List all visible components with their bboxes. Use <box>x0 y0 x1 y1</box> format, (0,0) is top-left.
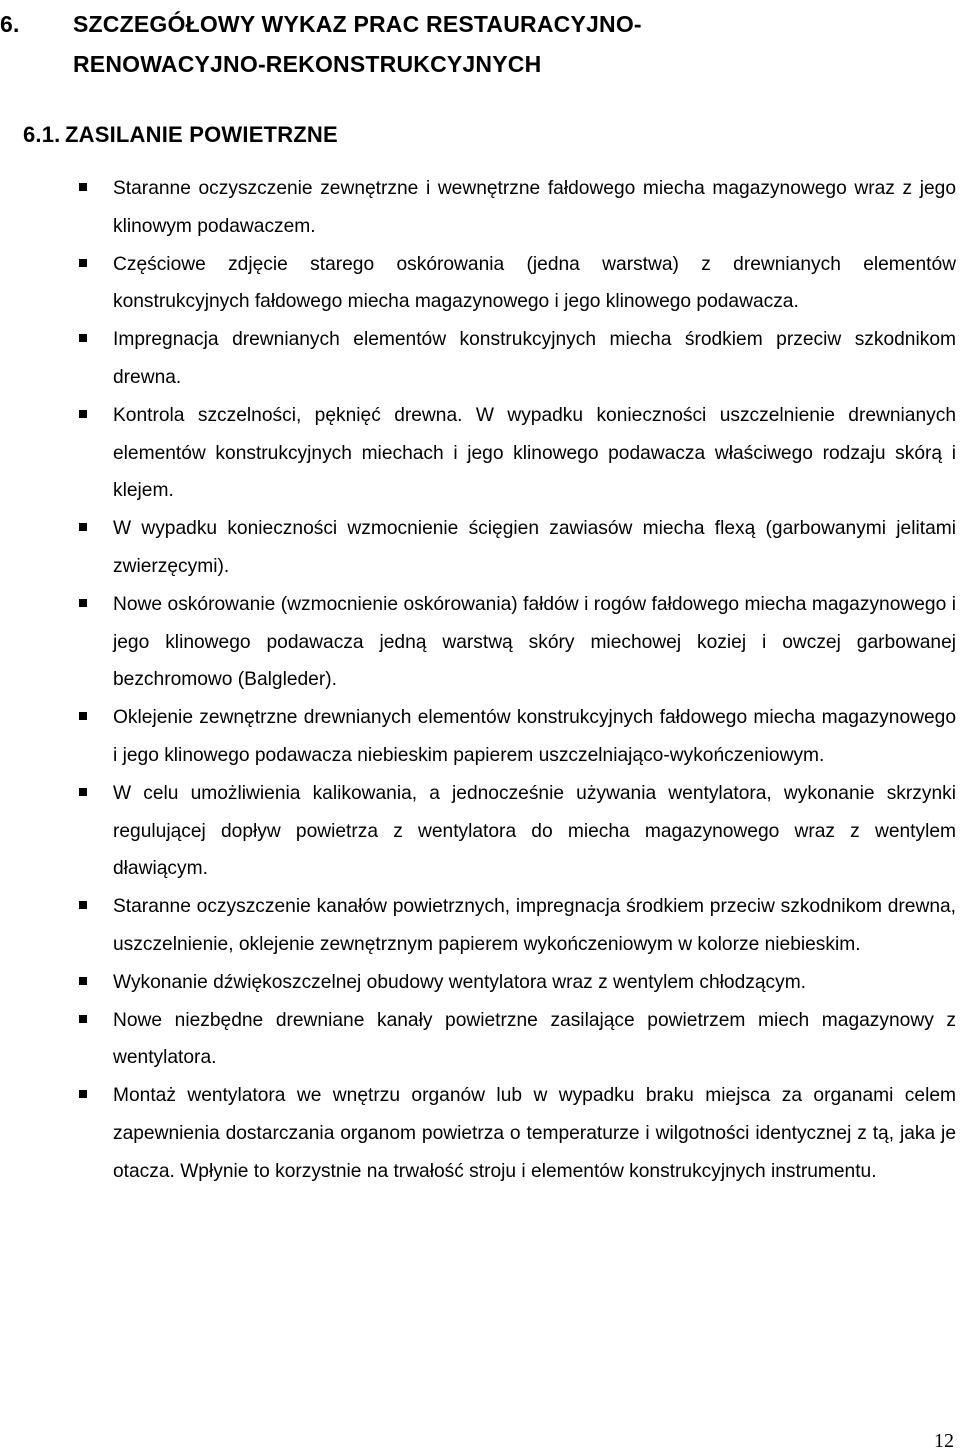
square-bullet-icon <box>79 334 87 342</box>
square-bullet-icon <box>79 523 87 531</box>
list-item-text: Staranne oczyszczenie zewnętrzne i wewnętrzne fałdowego miecha magazynowego wraz z jego klinowym podawaczem. <box>113 178 956 237</box>
list-item <box>0 170 960 246</box>
list-item <box>0 1077 960 1190</box>
list-item <box>0 1002 960 1078</box>
section-title-line-2: RENOWACYJNO-REKONSTRUKCYJNYCH <box>73 51 542 77</box>
section-title-line-1: SZCZEGÓŁOWY WYKAZ PRAC RESTAURACYJNO- <box>73 11 642 37</box>
list-item-text: Oklejenie zewnętrzne drewnianych elementów konstrukcyjnych fałdowego miecha magazynowego i jego klinowego podawacza niebieskim papierem uszczelniająco-wykończeniowym. <box>113 707 956 766</box>
work-items-list <box>0 170 960 1191</box>
square-bullet-icon <box>79 183 87 191</box>
square-bullet-icon <box>79 901 87 909</box>
list-item-text: Wykonanie dźwiękoszczelnej obudowy wentylatora wraz z wentylem chłodzącym. <box>113 971 807 993</box>
square-bullet-icon <box>79 599 87 607</box>
page-number: 12 <box>934 1430 954 1452</box>
subsection-title: ZASILANIE POWIETRZNE <box>65 122 338 147</box>
list-item-text: Staranne oczyszczenie kanałów powietrznych, impregnacja środkiem przeciw szkodnikom drewna, uszczelnienie, oklejenie zewnętrznym papierem wykończeniowym w kolorze niebieskim. <box>113 896 956 955</box>
list-item <box>0 397 960 510</box>
list-item <box>0 510 960 586</box>
list-item-text: W celu umożliwienia kalikowania, a jednocześnie używania wentylatora, wykonanie skrzynki regulującej dopływ powietrza z wentylatora do miecha magazynowego wraz z wentylem dławiącym. <box>113 782 956 880</box>
section-number: 6. <box>0 11 20 37</box>
square-bullet-icon <box>79 712 87 720</box>
list-item-text: Impregnacja drewnianych elementów konstrukcyjnych miecha środkiem przeciw szkodnikom drewna. <box>113 329 956 388</box>
list-item-text: W wypadku konieczności wzmocnienie ścięgien zawiasów miecha flexą (garbowanymi jelitami zwierzęcymi). <box>113 518 956 577</box>
square-bullet-icon <box>79 977 87 985</box>
list-item <box>0 888 960 964</box>
subsection-number: 6.1. <box>23 122 61 147</box>
square-bullet-icon <box>79 788 87 796</box>
subsection-heading <box>23 120 338 150</box>
square-bullet-icon <box>79 1090 87 1098</box>
list-item <box>0 699 960 775</box>
list-item <box>0 775 960 888</box>
list-item <box>0 586 960 699</box>
list-item-text: Częściowe zdjęcie starego oskórowania (jedna warstwa) z drewnianych elementów konstrukcyjnych fałdowego miecha magazynowego i jego klinowego podawacza. <box>113 253 956 313</box>
list-item-text: Nowe oskórowanie (wzmocnienie oskórowania) fałdów i rogów fałdowego miecha magazynowego i jego klinowego podawacza jedną warstwą skóry miechowej koziej i owczej garbowanej bezchromowo (Balgleder). <box>113 593 956 691</box>
square-bullet-icon <box>79 1015 87 1023</box>
square-bullet-icon <box>79 259 87 267</box>
list-item-text: Nowe niezbędne drewniane kanały powietrzne zasilające powietrzem miech magazynowy z wentylatora. <box>113 1009 956 1069</box>
list-item <box>0 321 960 397</box>
list-item-text: Kontrola szczelności, pęknięć drewna. W wypadku konieczności uszczelnienie drewnianych elementów konstrukcyjnych miechach i jego klinowego podawacza właściwego rodzaju skórą i klejem. <box>113 404 956 502</box>
square-bullet-icon <box>79 410 87 418</box>
list-item <box>0 246 960 322</box>
section-heading <box>0 4 940 84</box>
list-item <box>0 964 960 1002</box>
list-item-text: Montaż wentylatora we wnętrzu organów lub w wypadku braku miejsca za organami celem zapewnienia dostarczania organom powietrza o temperaturze i wilgotności identycznej z tą, jaka je otacza. Wpłynie to korzystnie na trwałość stroju i elementów konstrukcyjnych instrumentu. <box>113 1085 956 1182</box>
